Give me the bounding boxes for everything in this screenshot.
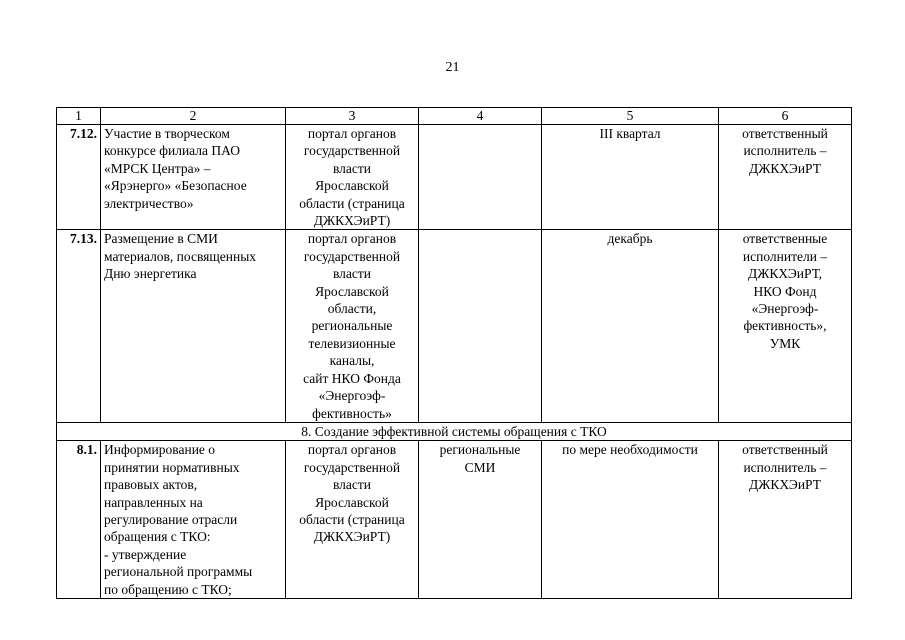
table-row (57, 125, 852, 230)
row-channel: портал органов государственной власти Ярославской области (страница ДЖКХЭиРТ) (286, 441, 419, 599)
row-number: 7.13. (57, 230, 101, 422)
row-responsible: ответственные исполнители – ДЖКХЭиРТ, НКО Фонд «Энергоэф- фективность», УМК (719, 230, 852, 422)
plan-table (56, 107, 852, 599)
table-header-row (57, 108, 852, 125)
section-row (57, 422, 852, 440)
row-number: 7.12. (57, 125, 101, 230)
page-number: 21 (445, 60, 460, 75)
row-term: по мере необходимости (542, 441, 719, 599)
column-header-6: 6 (719, 108, 852, 125)
row-col4 (419, 230, 542, 422)
row-term: III квартал (542, 125, 719, 230)
column-header-2: 2 (101, 108, 286, 125)
table-row (57, 441, 852, 599)
column-header-5: 5 (542, 108, 719, 125)
table-row (57, 230, 852, 422)
row-responsible: ответственный исполнитель – ДЖКХЭиРТ (719, 441, 852, 599)
row-number: 8.1. (57, 441, 101, 599)
row-event: Участие в творческом конкурсе филиала ПАО «МРСК Центра» – «Ярэнерго» «Безопасное электричество» (101, 125, 286, 230)
column-header-4: 4 (419, 108, 542, 125)
row-col4 (419, 125, 542, 230)
row-channel: портал органов государственной власти Ярославской области, региональные телевизионные каналы, сайт НКО Фонда «Энергоэф- фективность» (286, 230, 419, 422)
row-responsible: ответственный исполнитель – ДЖКХЭиРТ (719, 125, 852, 230)
row-channel: портал органов государственной власти Ярославской области (страница ДЖКХЭиРТ) (286, 125, 419, 230)
column-header-1: 1 (57, 108, 101, 125)
row-col4: региональные СМИ (419, 441, 542, 599)
section-title: 8. Создание эффективной системы обращения с ТКО (57, 422, 852, 440)
row-event: Информирование о принятии нормативных правовых актов, направленных на регулирование отрасли обращения с ТКО: - утверждение региональной программы по обращению с ТКО; (101, 441, 286, 599)
row-event: Размещение в СМИ материалов, посвященных Дню энергетика (101, 230, 286, 422)
column-header-3: 3 (286, 108, 419, 125)
row-term: декабрь (542, 230, 719, 422)
